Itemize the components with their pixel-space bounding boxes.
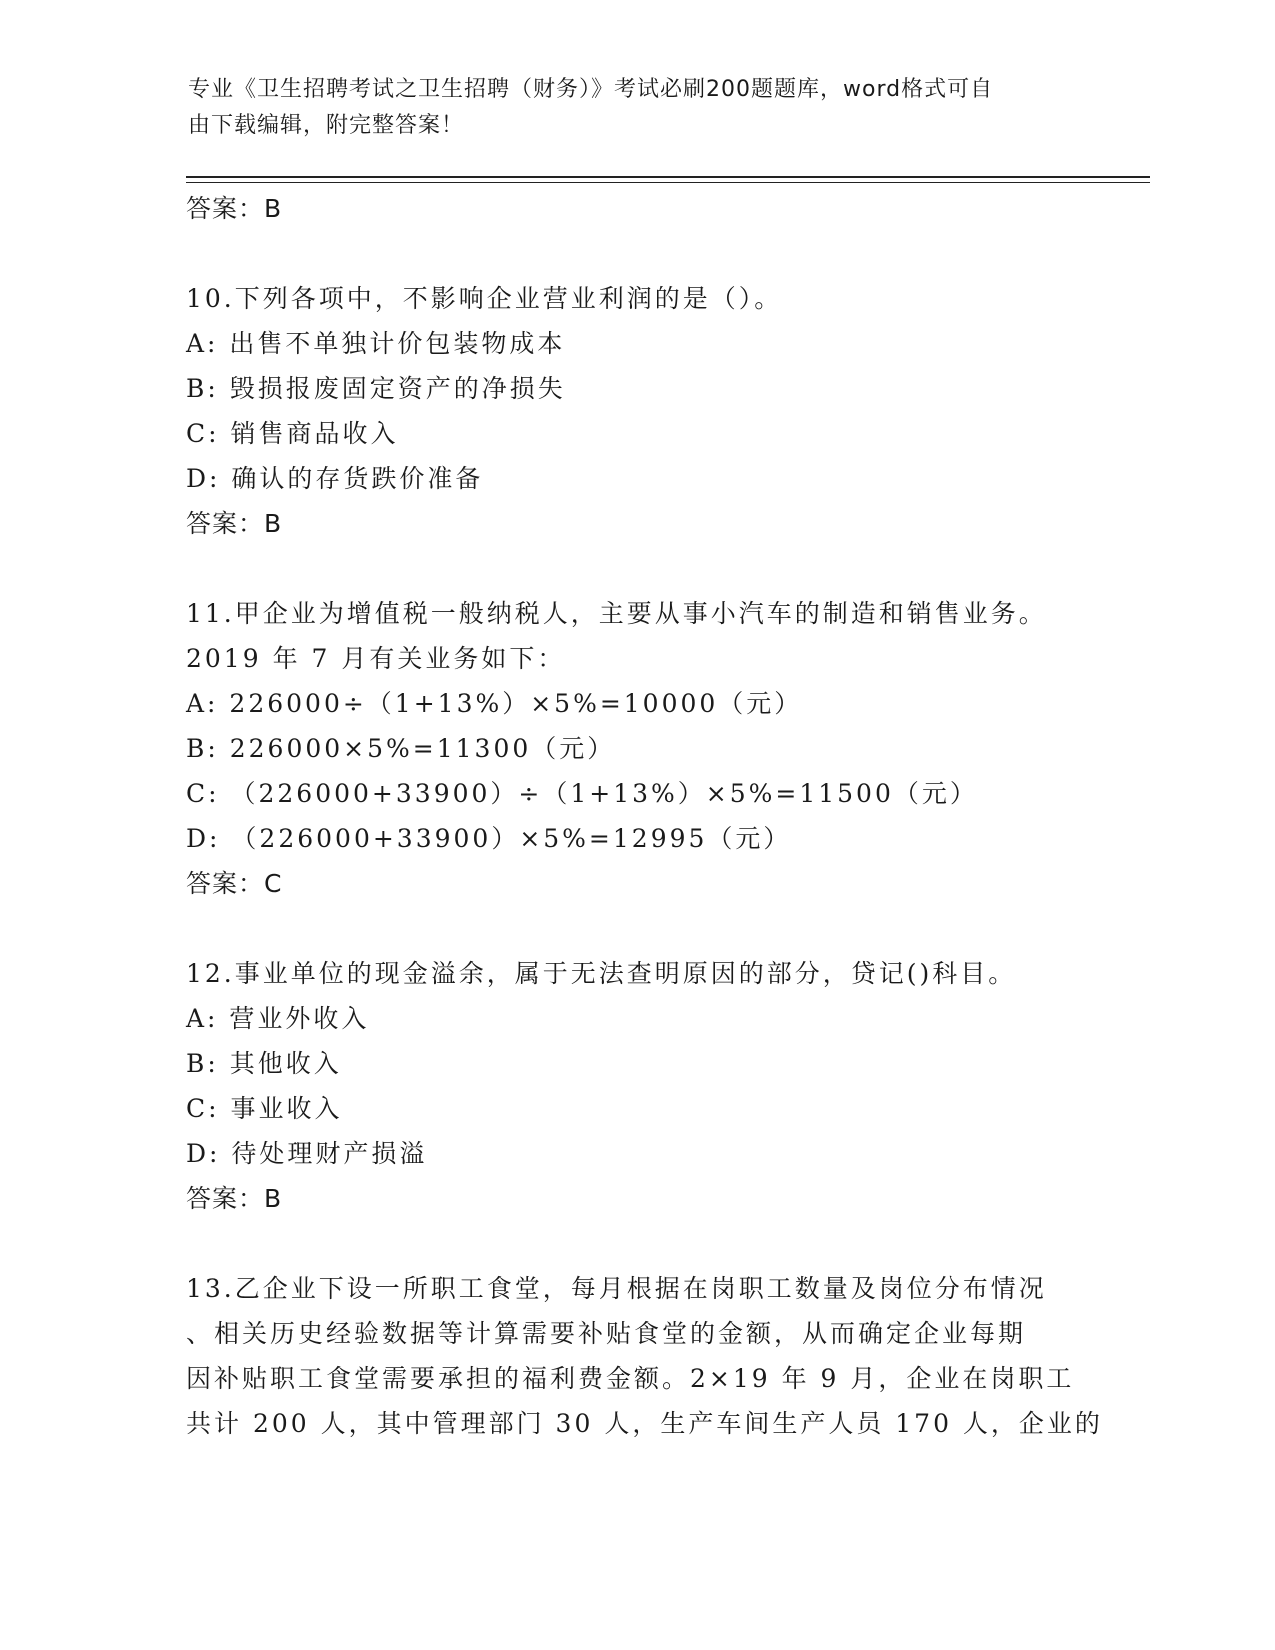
document-body — [186, 186, 1103, 1446]
option-a: A: 226000÷（1+13%）×5%=10000（元） — [186, 689, 803, 718]
header-line-1: 专业《卫生招聘考试之卫生招聘（财务）》考试必刷200题题库，word格式可自 — [188, 77, 994, 102]
option-c: C: （226000+33900）÷（1+13%）×5%=11500（元） — [186, 779, 978, 808]
question-text: 11.甲企业为增值税一般纳税人，主要从事小汽车的制造和销售业务。 — [186, 599, 1047, 628]
question-text: 因补贴职工食堂需要承担的福利费金额。2×19 年 9 月，企业在岗职工 — [186, 1364, 1075, 1393]
question-text: 、相关历史经验数据等计算需要补贴食堂的金额，从而确定企业每期 — [186, 1319, 1027, 1348]
answer: 答案：C — [186, 869, 283, 898]
question-text: 共计 200 人，其中管理部门 30 人，生产车间生产人员 170 人，企业的 — [186, 1409, 1103, 1438]
answer: 答案：B — [186, 1184, 283, 1213]
spacer — [186, 231, 1086, 276]
question-text: 13.乙企业下设一所职工食堂，每月根据在岗职工数量及岗位分布情况 — [186, 1274, 1047, 1303]
answer: 答案：B — [186, 509, 283, 538]
option-d: D: （226000+33900）×5%=12995（元） — [186, 824, 792, 853]
spacer — [186, 546, 1086, 591]
option-a: A: 营业外收入 — [186, 1004, 370, 1033]
option-d: D: 确认的存货跌价准备 — [186, 464, 484, 493]
question-12 — [186, 951, 1086, 1221]
question-13 — [186, 1266, 1103, 1446]
question-text: 12.事业单位的现金溢余，属于无法查明原因的部分，贷记()科目。 — [186, 959, 1017, 988]
option-b: B: 其他收入 — [186, 1049, 342, 1078]
question-10 — [186, 276, 1086, 546]
option-c: C: 事业收入 — [186, 1094, 343, 1123]
header-line-2: 由下载编辑，附完整答案！ — [188, 113, 465, 138]
spacer — [186, 1221, 1086, 1266]
answer-previous: 答案：B — [186, 194, 283, 223]
option-d: D: 待处理财产损溢 — [186, 1139, 428, 1168]
option-b: B: 毁损报废固定资产的净损失 — [186, 374, 566, 403]
option-a: A: 出售不单独计价包装物成本 — [186, 329, 566, 358]
header-divider-thin — [186, 182, 1150, 183]
option-b: B: 226000×5%=11300（元） — [186, 734, 616, 763]
question-11 — [186, 591, 1086, 906]
spacer — [186, 906, 1086, 951]
question-text: 2019 年 7 月有关业务如下： — [186, 644, 566, 673]
header-divider-thick — [186, 176, 1150, 178]
option-c: C: 销售商品收入 — [186, 419, 399, 448]
page-header — [188, 72, 1068, 144]
question-text: 10.下列各项中，不影响企业营业利润的是（）。 — [186, 284, 783, 313]
